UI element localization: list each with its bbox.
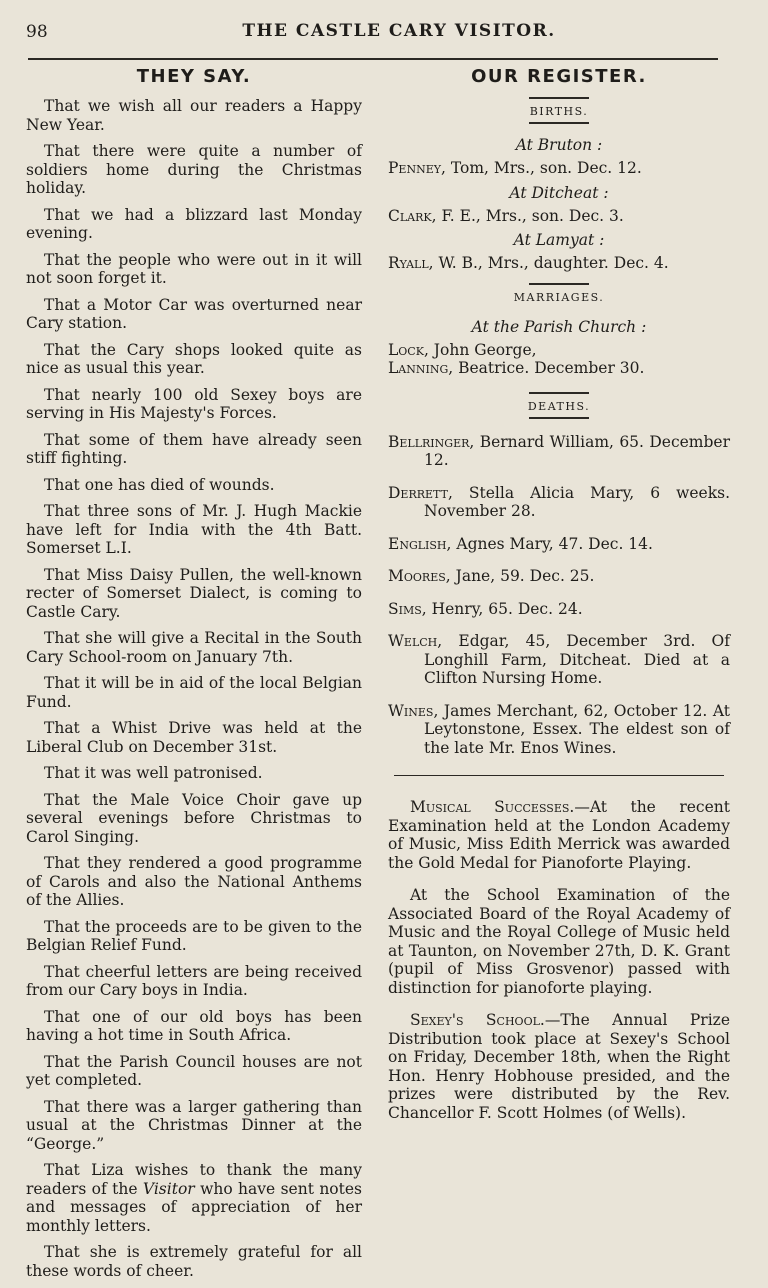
surname: Sims [388, 599, 422, 618]
section-divider [394, 775, 724, 776]
divider [529, 392, 589, 394]
they-say-item: That the people who were out in it will not soon forget it. [26, 250, 362, 287]
they-say-item: That one has died of wounds. [44, 475, 275, 494]
entry-text: , Agnes Mary, 47. Dec. 14. [446, 534, 653, 553]
they-say-item: That it will be in aid of the local Belgian Fund. [26, 674, 362, 711]
they-say-item: That it was well patronised. [44, 764, 263, 782]
page-title: THE CASTLE CARY VISITOR. [242, 21, 556, 41]
they-say-item: That she will give a Recital in the South Cary School-room on January 7th. [26, 629, 362, 666]
they-say-item: That nearly 100 old Sexey boys are serving in His Majesty's Forces. [26, 385, 362, 422]
surname: Welch [388, 632, 438, 650]
musical-successes-paragraph [388, 798, 730, 872]
entry-text: , Beatrice. December 30. [448, 359, 645, 377]
liza-text-end: who have sent notes and messages of appreciation of her monthly letters. [26, 1179, 362, 1235]
births-label: BIRTHS. [529, 105, 589, 118]
musical-successes-text: .—At the recent Examination held at the London Academy of Music, Miss Edith Merrick was awarded the Gold Medal for Pianoforte Playing. [388, 798, 730, 872]
page-number: 98 [26, 22, 48, 42]
death-entry [388, 702, 730, 758]
death-entry [388, 433, 730, 470]
death-entry [388, 567, 730, 586]
deaths-label: DEATHS. [527, 399, 591, 413]
they-say-item-liza [26, 1161, 362, 1235]
register-heading: OUR REGISTER. [471, 66, 647, 87]
musical-successes-label: Musical Successes [410, 798, 570, 816]
surname: Clark [388, 206, 432, 225]
news-section [388, 798, 730, 1122]
sexeys-school-label: Sexey's School [410, 1011, 540, 1029]
they-say-item: That there was a larger gathering than usual at the Christmas Dinner at the “George.” [26, 1097, 362, 1153]
visitor-title: Visitor [142, 1179, 195, 1198]
divider [529, 97, 589, 99]
they-say-item: That the Cary shops looked quite as nice as usual this year. [26, 340, 362, 377]
death-entry [388, 484, 730, 521]
entry-text: , John George, [423, 340, 537, 359]
death-entry [388, 600, 730, 619]
birth-entry [388, 159, 730, 178]
birth-place: At Ditcheat : [509, 183, 609, 202]
surname: Derrett [388, 483, 448, 502]
divider [529, 122, 589, 124]
they-say-item: That the Parish Council houses are not yet completed. [26, 1052, 362, 1089]
entry-text: , Jane, 59. Dec. 25. [445, 567, 595, 585]
they-say-item: That there were quite a number of soldiers home during the Christmas holiday. [26, 142, 362, 197]
birth-place: At Bruton : [515, 136, 603, 154]
birth-entry [388, 254, 730, 273]
they-say-item: That the Male Voice Choir gave up several evenings before Christmas to Carol Singing. [26, 790, 362, 846]
header-rule [28, 58, 718, 60]
surname: Penney [388, 159, 442, 177]
surname: Moores [388, 567, 446, 585]
birth-place: At Lamyat : [513, 231, 605, 249]
sexeys-school-text: .—The Annual Prize Distribution took place at Sexey's School on Friday, December 18th, when the Right Hon. Henry Hobhouse presided, and the prizes were distributed by the Rev. Chancellor F. Scott Holmes (of Wells). [388, 1011, 730, 1122]
death-entry [388, 632, 730, 688]
surname: Lock [388, 340, 424, 359]
liza-text-start: That Liza wishes to thank the many readers of the [26, 1161, 362, 1198]
surname: Ryall [388, 254, 429, 272]
they-say-item: That one of our old boys has been having a hot time in South Africa. [26, 1007, 362, 1044]
divider [529, 283, 589, 285]
sexeys-school-paragraph [388, 1011, 730, 1122]
surname: Wines [388, 701, 434, 720]
entry-text: , Tom, Mrs., son. Dec. 12. [441, 159, 642, 177]
they-say-item: That some of them have already seen stiff fighting. [26, 430, 362, 467]
entry-text: , James Merchant, 62, October 12. At Leytonstone, Essex. The eldest son of the late Mr. Enos Wines. [424, 701, 730, 757]
entry-text: , Edgar, 45, December 3rd. Of Longhill Farm, Ditcheat. Died at a Clifton Nursing Home. [424, 632, 730, 687]
they-say-item: That she is extremely grateful for all these words of cheer. [26, 1243, 362, 1280]
they-say-item: That a Whist Drive was held at the Liberal Club on December 31st. [26, 719, 362, 756]
register-column [388, 66, 730, 1136]
surname: Bellringer [388, 432, 470, 451]
school-exam-paragraph: At the School Examination of the Associated Board of the Royal Academy of Music and the Royal College of Music held at Taunton, on November 27th, D. K. Grant (pupil of Miss Grosvenor) passed with distinction for pianoforte playing. [388, 886, 730, 997]
entry-text: , W. B., Mrs., daughter. Dec. 4. [428, 254, 669, 272]
they-say-item: That the proceeds are to be given to the Belgian Relief Fund. [26, 917, 362, 954]
they-say-item: That cheerful letters are being received from our Cary boys in India. [26, 962, 362, 999]
marriage-place: At the Parish Church : [471, 317, 647, 336]
they-say-item: That we had a blizzard last Monday evening. [26, 205, 362, 242]
entry-text: , Stella Alicia Mary, 6 weeks. November 28. [424, 483, 730, 520]
divider [529, 417, 589, 419]
marriages-label: MARRIAGES. [513, 290, 605, 304]
entry-text: , Bernard William, 65. December 12. [424, 432, 730, 469]
they-say-heading: THEY SAY. [136, 66, 252, 87]
they-say-item: That they rendered a good programme of Carols and also the National Anthems of the Allies. [26, 854, 362, 909]
birth-entry [388, 207, 730, 226]
they-say-item: That we wish all our readers a Happy New Year. [26, 97, 362, 134]
they-say-column [26, 66, 362, 1288]
entry-text: , Henry, 65. Dec. 24. [421, 599, 583, 618]
death-entry [388, 535, 730, 554]
surname: English [388, 534, 447, 553]
surname: Lanning [388, 359, 449, 377]
entry-text: , F. E., Mrs., son. Dec. 3. [431, 206, 624, 225]
they-say-item: That a Motor Car was overturned near Cary station. [26, 295, 362, 332]
they-say-item: That Miss Daisy Pullen, the well-known recter of Somerset Dialect, is coming to Castle Cary. [26, 565, 362, 621]
they-say-item: That three sons of Mr. J. Hugh Mackie have left for India with the 4th Batt. Somerset L.I. [26, 502, 362, 557]
marriage-entry [388, 341, 730, 378]
